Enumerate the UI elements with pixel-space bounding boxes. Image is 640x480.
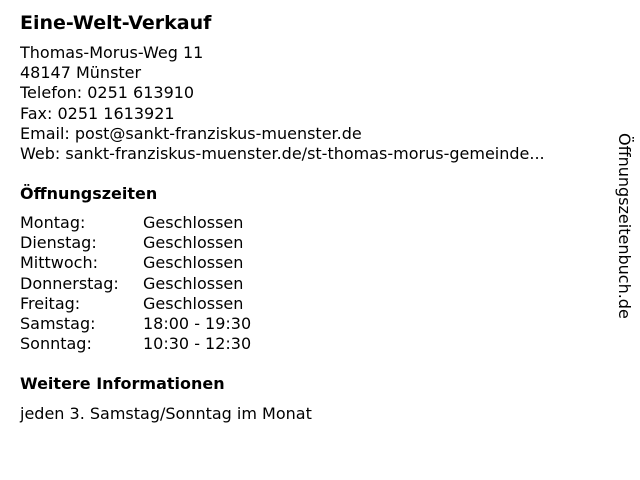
hours-value: 18:00 - 19:30 [143, 313, 252, 333]
hours-value: Geschlossen [143, 253, 244, 273]
hours-row-wednesday [20, 253, 251, 273]
day-label: Montag: [20, 213, 86, 232]
hours-row-tuesday [20, 233, 251, 253]
day-label: Freitag: [20, 293, 81, 313]
email-address: Email: post@sankt-franziskus-muenster.de [20, 123, 362, 143]
day-label: Sonntag: [20, 334, 92, 354]
hours-value: 10:30 - 12:30 [143, 334, 252, 354]
hours-row-monday [20, 213, 251, 233]
street-address: Thomas-Morus-Weg 11 [20, 43, 204, 62]
hours-value: Geschlossen [143, 233, 244, 253]
fax-number: Fax: 0251 1613921 [20, 103, 175, 123]
day-label: Dienstag: [20, 233, 97, 253]
hours-value: Geschlossen [143, 293, 244, 313]
hours-value: Geschlossen [143, 273, 244, 293]
postal-city: 48147 Münster [20, 63, 142, 83]
brand-watermark: Öffnungszeitenbuch.de [615, 133, 634, 319]
hours-row-saturday [20, 314, 251, 334]
address-block [20, 43, 610, 164]
more-info-text: jeden 3. Samstag/Sonntag im Monat [20, 404, 312, 423]
day-label: Donnerstag: [20, 273, 119, 293]
day-label: Samstag: [20, 313, 96, 333]
hours-row-sunday [20, 334, 251, 354]
hours-row-thursday [20, 274, 251, 294]
hours-row-friday [20, 294, 251, 314]
opening-hours-heading: Öffnungszeiten [20, 184, 158, 203]
phone-number: Telefon: 0251 613910 [20, 83, 195, 103]
day-label: Mittwoch: [20, 253, 98, 273]
page-title: Eine-Welt-Verkauf [20, 12, 212, 34]
opening-hours-table [20, 213, 251, 354]
hours-value: Geschlossen [143, 213, 244, 232]
website: Web: sankt-franziskus-muenster.de/st-thomas-morus-gemeinde... [20, 144, 545, 164]
more-info-heading: Weitere Informationen [20, 374, 225, 393]
